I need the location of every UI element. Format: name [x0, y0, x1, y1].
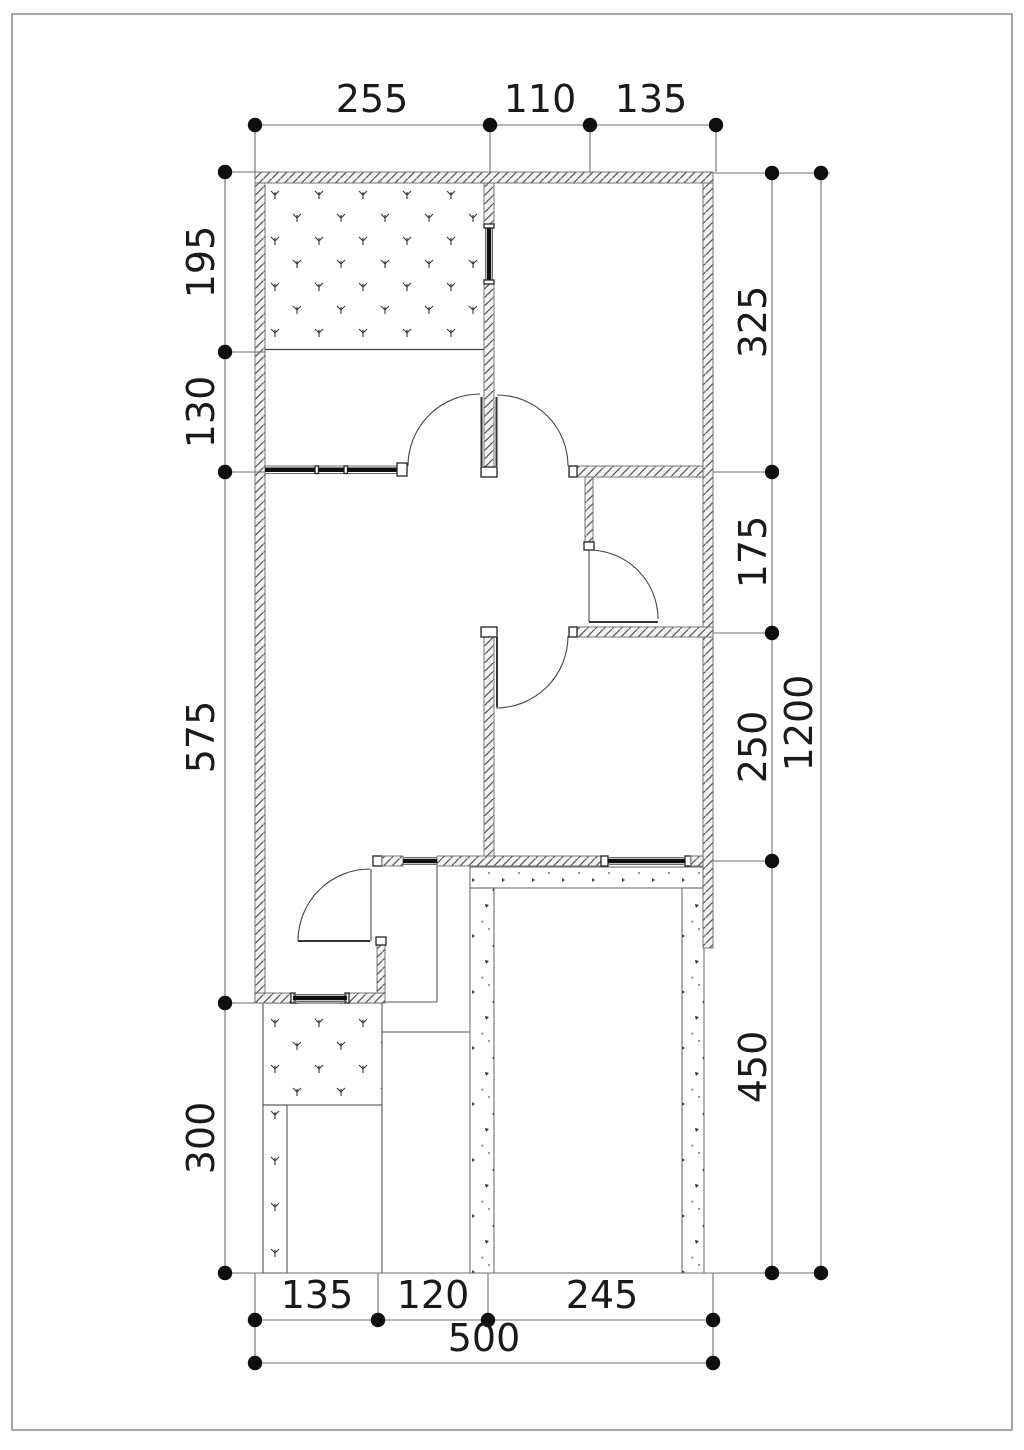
window-mullion — [484, 224, 494, 228]
yard-lines — [382, 866, 470, 1273]
window-mullion — [344, 466, 348, 474]
dim-label-right-4: 450 — [731, 1030, 775, 1104]
rear-wall — [437, 856, 601, 866]
wall-end-cap — [397, 463, 407, 476]
dimension-node-dot — [765, 854, 779, 868]
dimension-node-dot — [218, 165, 232, 179]
dim-label-right-2: 175 — [731, 515, 775, 589]
wall-end-cap — [601, 856, 608, 866]
dimension-node-dot — [218, 465, 232, 479]
partition-wc-stub — [585, 477, 593, 542]
dimension-node-dot — [248, 1356, 262, 1370]
wall-end-cap — [373, 856, 382, 866]
bottom-left-wall — [347, 993, 385, 1003]
door-swing-arc — [408, 394, 480, 466]
partition-wc-top — [577, 466, 703, 477]
dim-label-top-2: 110 — [503, 77, 577, 121]
rear-wall — [382, 856, 403, 866]
carport-wall-top — [470, 867, 703, 888]
dim-label-right-3: 250 — [731, 710, 775, 784]
door-swing-arc — [496, 636, 568, 708]
dimension-node-dot — [583, 118, 597, 132]
wall-end-cap — [481, 467, 497, 477]
window-mullion — [484, 280, 494, 284]
dimension-node-dot — [765, 626, 779, 640]
wall-end-cap — [481, 627, 497, 637]
dim-label-bottom-3: 245 — [565, 1273, 639, 1317]
grass-strip — [263, 1105, 287, 1273]
dimension-node-dot — [248, 1313, 262, 1327]
exterior-wall-right — [703, 183, 713, 948]
textured-areas — [263, 185, 704, 1273]
dimension-node-dot — [709, 118, 723, 132]
dimension-node-dot — [218, 1266, 232, 1280]
dimension-node-dot — [248, 118, 262, 132]
door-swing-arc — [589, 550, 658, 619]
dimension-node-dot — [218, 996, 232, 1010]
dimension-node-dot — [765, 1266, 779, 1280]
garden-area — [267, 185, 483, 349]
partition-wc-bottom — [577, 627, 713, 637]
carport-wall-right — [682, 888, 704, 1273]
partition-center-top — [484, 284, 494, 467]
dim-label-left-3: 575 — [179, 700, 223, 774]
dim-label-top-1: 255 — [335, 77, 409, 121]
wall-end-cap — [685, 856, 691, 866]
exterior-wall-top — [255, 172, 713, 183]
dimension-node-dot — [218, 345, 232, 359]
dim-label-top-3: 135 — [614, 77, 688, 121]
dim-label-bottom-2: 120 — [396, 1273, 470, 1317]
dim-label-left-2: 130 — [179, 375, 223, 449]
dimension-node-dot — [814, 1266, 828, 1280]
dim-label-left-4: 300 — [179, 1101, 223, 1175]
wall-end-cap — [376, 937, 386, 945]
dimension-node-dot — [706, 1356, 720, 1370]
planter-box — [263, 1003, 382, 1105]
door-swing-arc — [497, 395, 568, 466]
page-frame — [12, 14, 1012, 1430]
exterior-wall-left — [255, 183, 265, 1003]
wall-end-cap — [569, 627, 577, 637]
carport-wall-left — [470, 888, 494, 1273]
rear-wall — [691, 856, 703, 866]
dim-label-bottom-total: 500 — [447, 1316, 521, 1360]
l-wall — [377, 945, 385, 993]
door-swing-arc — [298, 869, 370, 941]
dim-label-right-1: 325 — [731, 285, 775, 359]
dimension-node-dot — [483, 118, 497, 132]
dimension-node-dot — [371, 1313, 385, 1327]
dimension-node-dot — [765, 166, 779, 180]
partition-center-top — [484, 183, 494, 225]
dim-label-bottom-1: 135 — [280, 1273, 354, 1317]
bottom-left-wall — [255, 993, 293, 1003]
dimension-node-dot — [814, 166, 828, 180]
wall-end-cap — [584, 542, 594, 550]
wall-end-cap — [569, 466, 577, 477]
dim-label-left-1: 195 — [179, 225, 223, 299]
partition-center-lower — [484, 637, 494, 857]
window-mullion — [315, 466, 319, 474]
dimension-node-dot — [706, 1313, 720, 1327]
dim-label-right-total: 1200 — [777, 674, 821, 772]
dimension-node-dot — [765, 465, 779, 479]
